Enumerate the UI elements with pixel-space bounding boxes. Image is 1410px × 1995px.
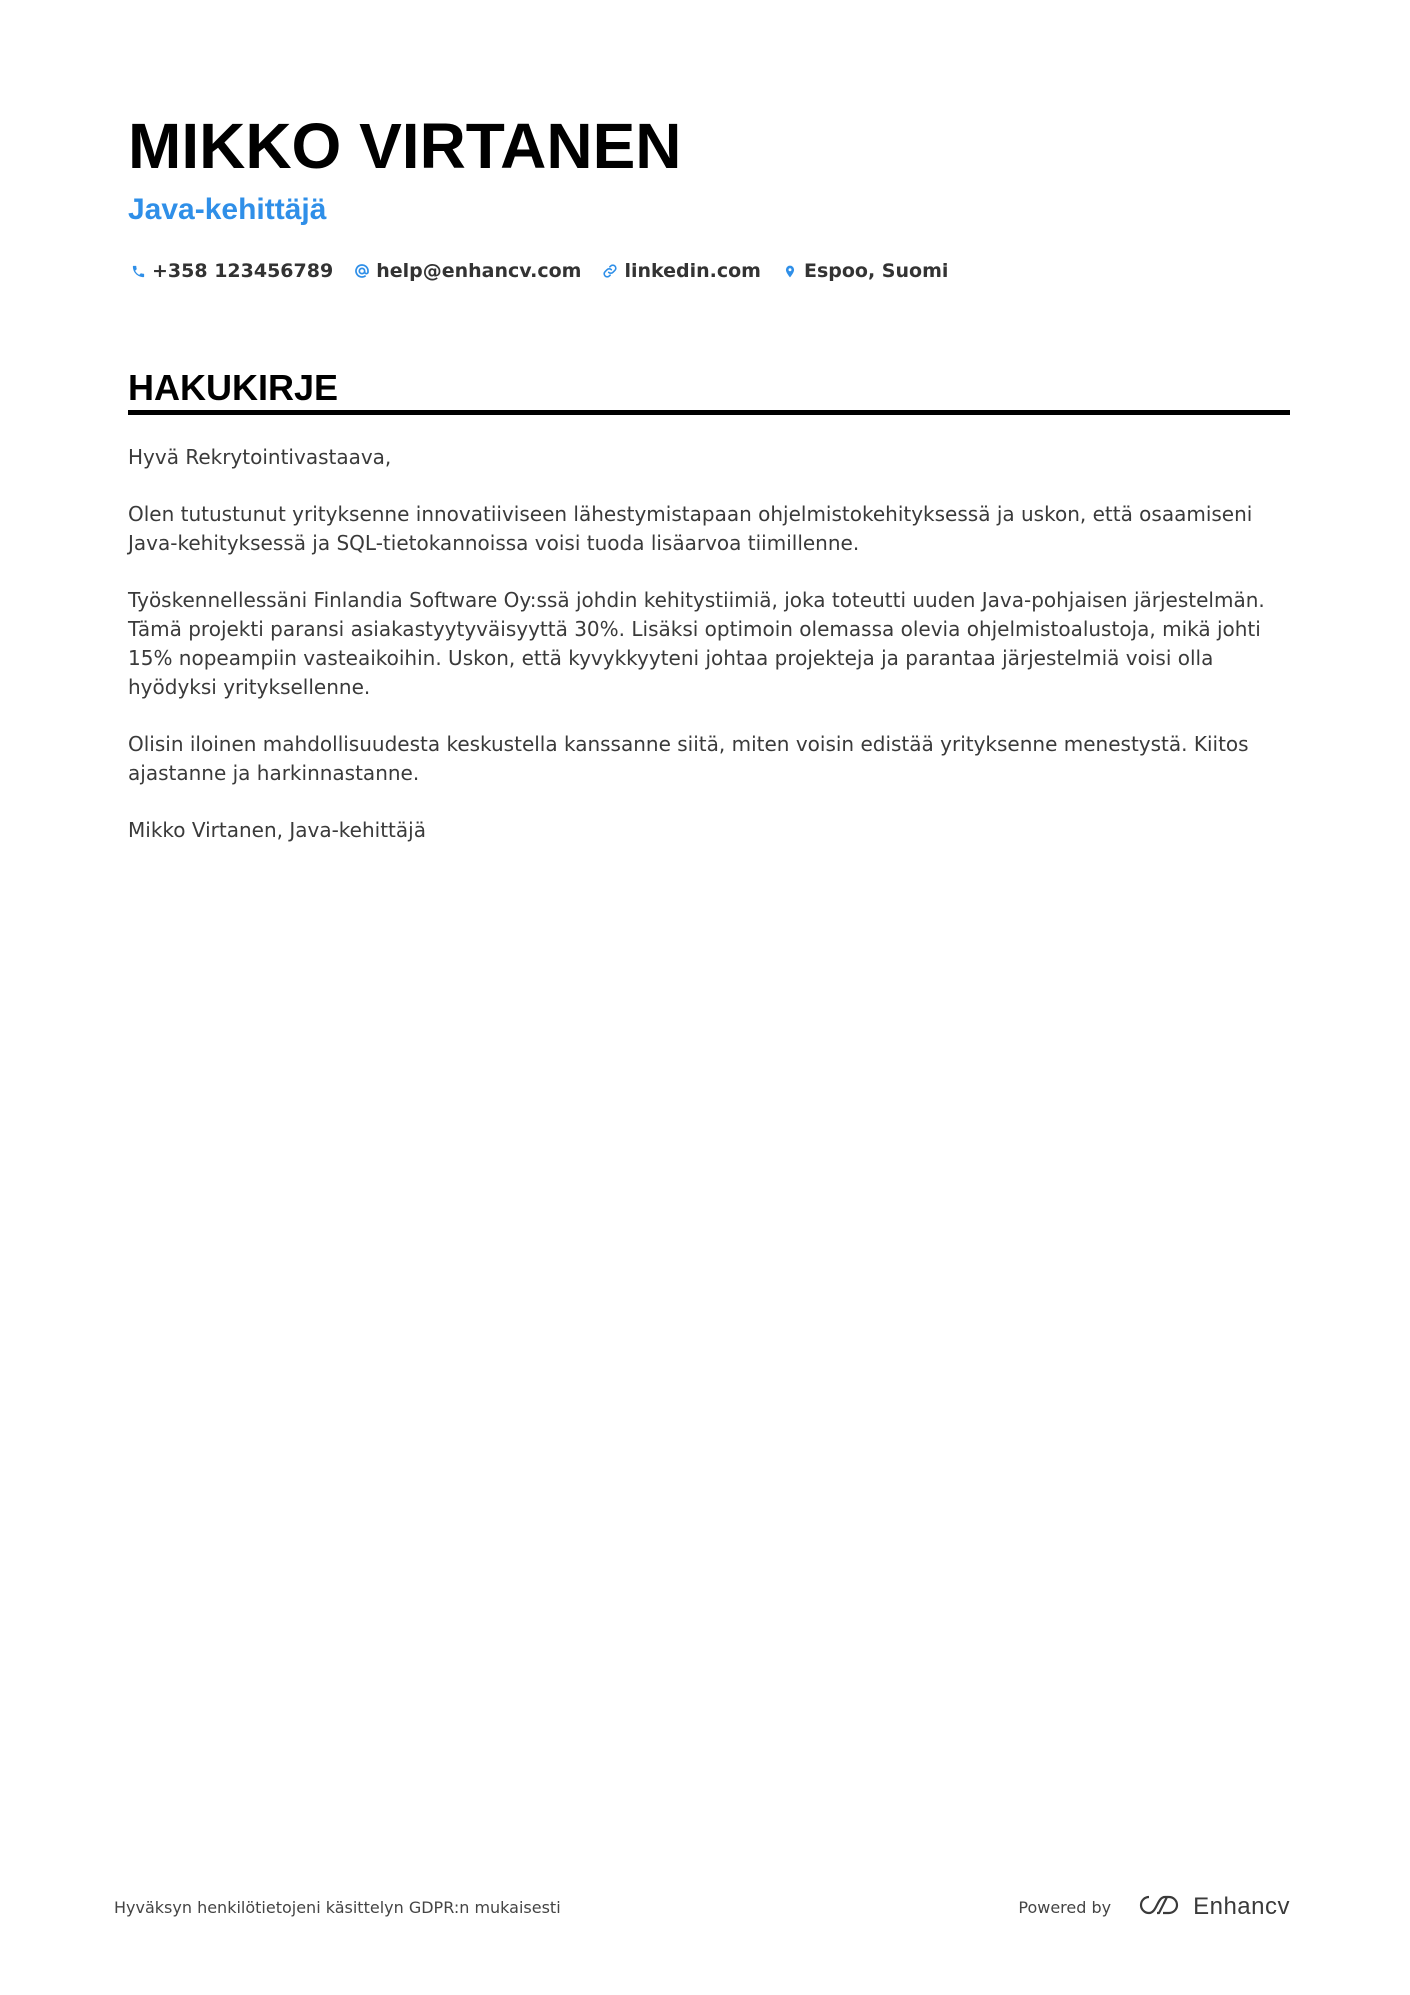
gdpr-consent-text: Hyväksyn henkilötietojeni käsittelyn GDPR:n mukaisesti xyxy=(114,1897,561,1917)
contact-email-text[interactable]: help@enhancv.com xyxy=(376,260,582,282)
contact-phone-text: +358 123456789 xyxy=(152,260,334,282)
applicant-name: MIKKO VIRTANEN xyxy=(128,110,682,182)
section-divider xyxy=(128,410,1290,415)
enhancv-logo-icon xyxy=(1137,1893,1183,1921)
phone-icon xyxy=(128,261,148,281)
powered-by-block xyxy=(1018,1893,1290,1921)
contact-phone xyxy=(128,260,333,282)
cover-letter-page xyxy=(128,108,1290,873)
section-title: HAKUKIRJE xyxy=(128,367,339,408)
letter-paragraph: Työskennellessäni Finlandia Software Oy:ssä johdin kehitystiimiä, joka toteutti uuden Java-pohjaisen järjestelmän. Tämä projekti paransi asiakastyytyväisyyttä 30%. Lisäksi optimoin olemassa olevia ohjelmistoalustoja, mikä johti 15% nopeampiin vasteaikoihin. Uskon, että kyvykkyyteni johtaa projekteja ja parantaa järjestelmiä voisi olla hyödyksi yrityksellenne. xyxy=(128,588,1265,699)
contact-linkedin[interactable] xyxy=(600,260,761,282)
job-title: Java-kehittäjä xyxy=(128,193,327,226)
contact-location xyxy=(780,260,948,282)
link-icon xyxy=(600,261,620,281)
letter-paragraph: Olisin iloinen mahdollisuudesta keskustella kanssanne siitä, miten voisin edistää yrityksenne menestystä. Kiitos ajastanne ja harkinnastanne. xyxy=(128,732,1249,785)
location-pin-icon xyxy=(780,261,800,281)
contact-linkedin-text[interactable]: linkedin.com xyxy=(624,260,761,282)
letter-greeting: Hyvä Rekrytointivastaava, xyxy=(128,445,392,469)
contact-location-text: Espoo, Suomi xyxy=(803,260,949,282)
at-icon xyxy=(352,261,372,281)
powered-by-label: Powered by xyxy=(1018,1897,1112,1917)
enhancv-logo-text: Enhancv xyxy=(1193,1893,1290,1920)
letter-paragraph: Olen tutustunut yrityksenne innovatiiviseen lähestymistapaan ohjelmistokehityksessä ja uskon, että osaamiseni Java-kehityksessä ja SQL-tietokannoissa voisi tuoda lisäarvoa tiimillenne. xyxy=(128,502,1253,555)
enhancv-logo[interactable] xyxy=(1137,1893,1290,1921)
letter-body xyxy=(128,443,1290,845)
contact-email[interactable] xyxy=(352,260,581,282)
page-footer xyxy=(114,1892,1290,1922)
letter-signature: Mikko Virtanen, Java-kehittäjä xyxy=(128,818,426,842)
contact-bar xyxy=(128,256,1290,286)
